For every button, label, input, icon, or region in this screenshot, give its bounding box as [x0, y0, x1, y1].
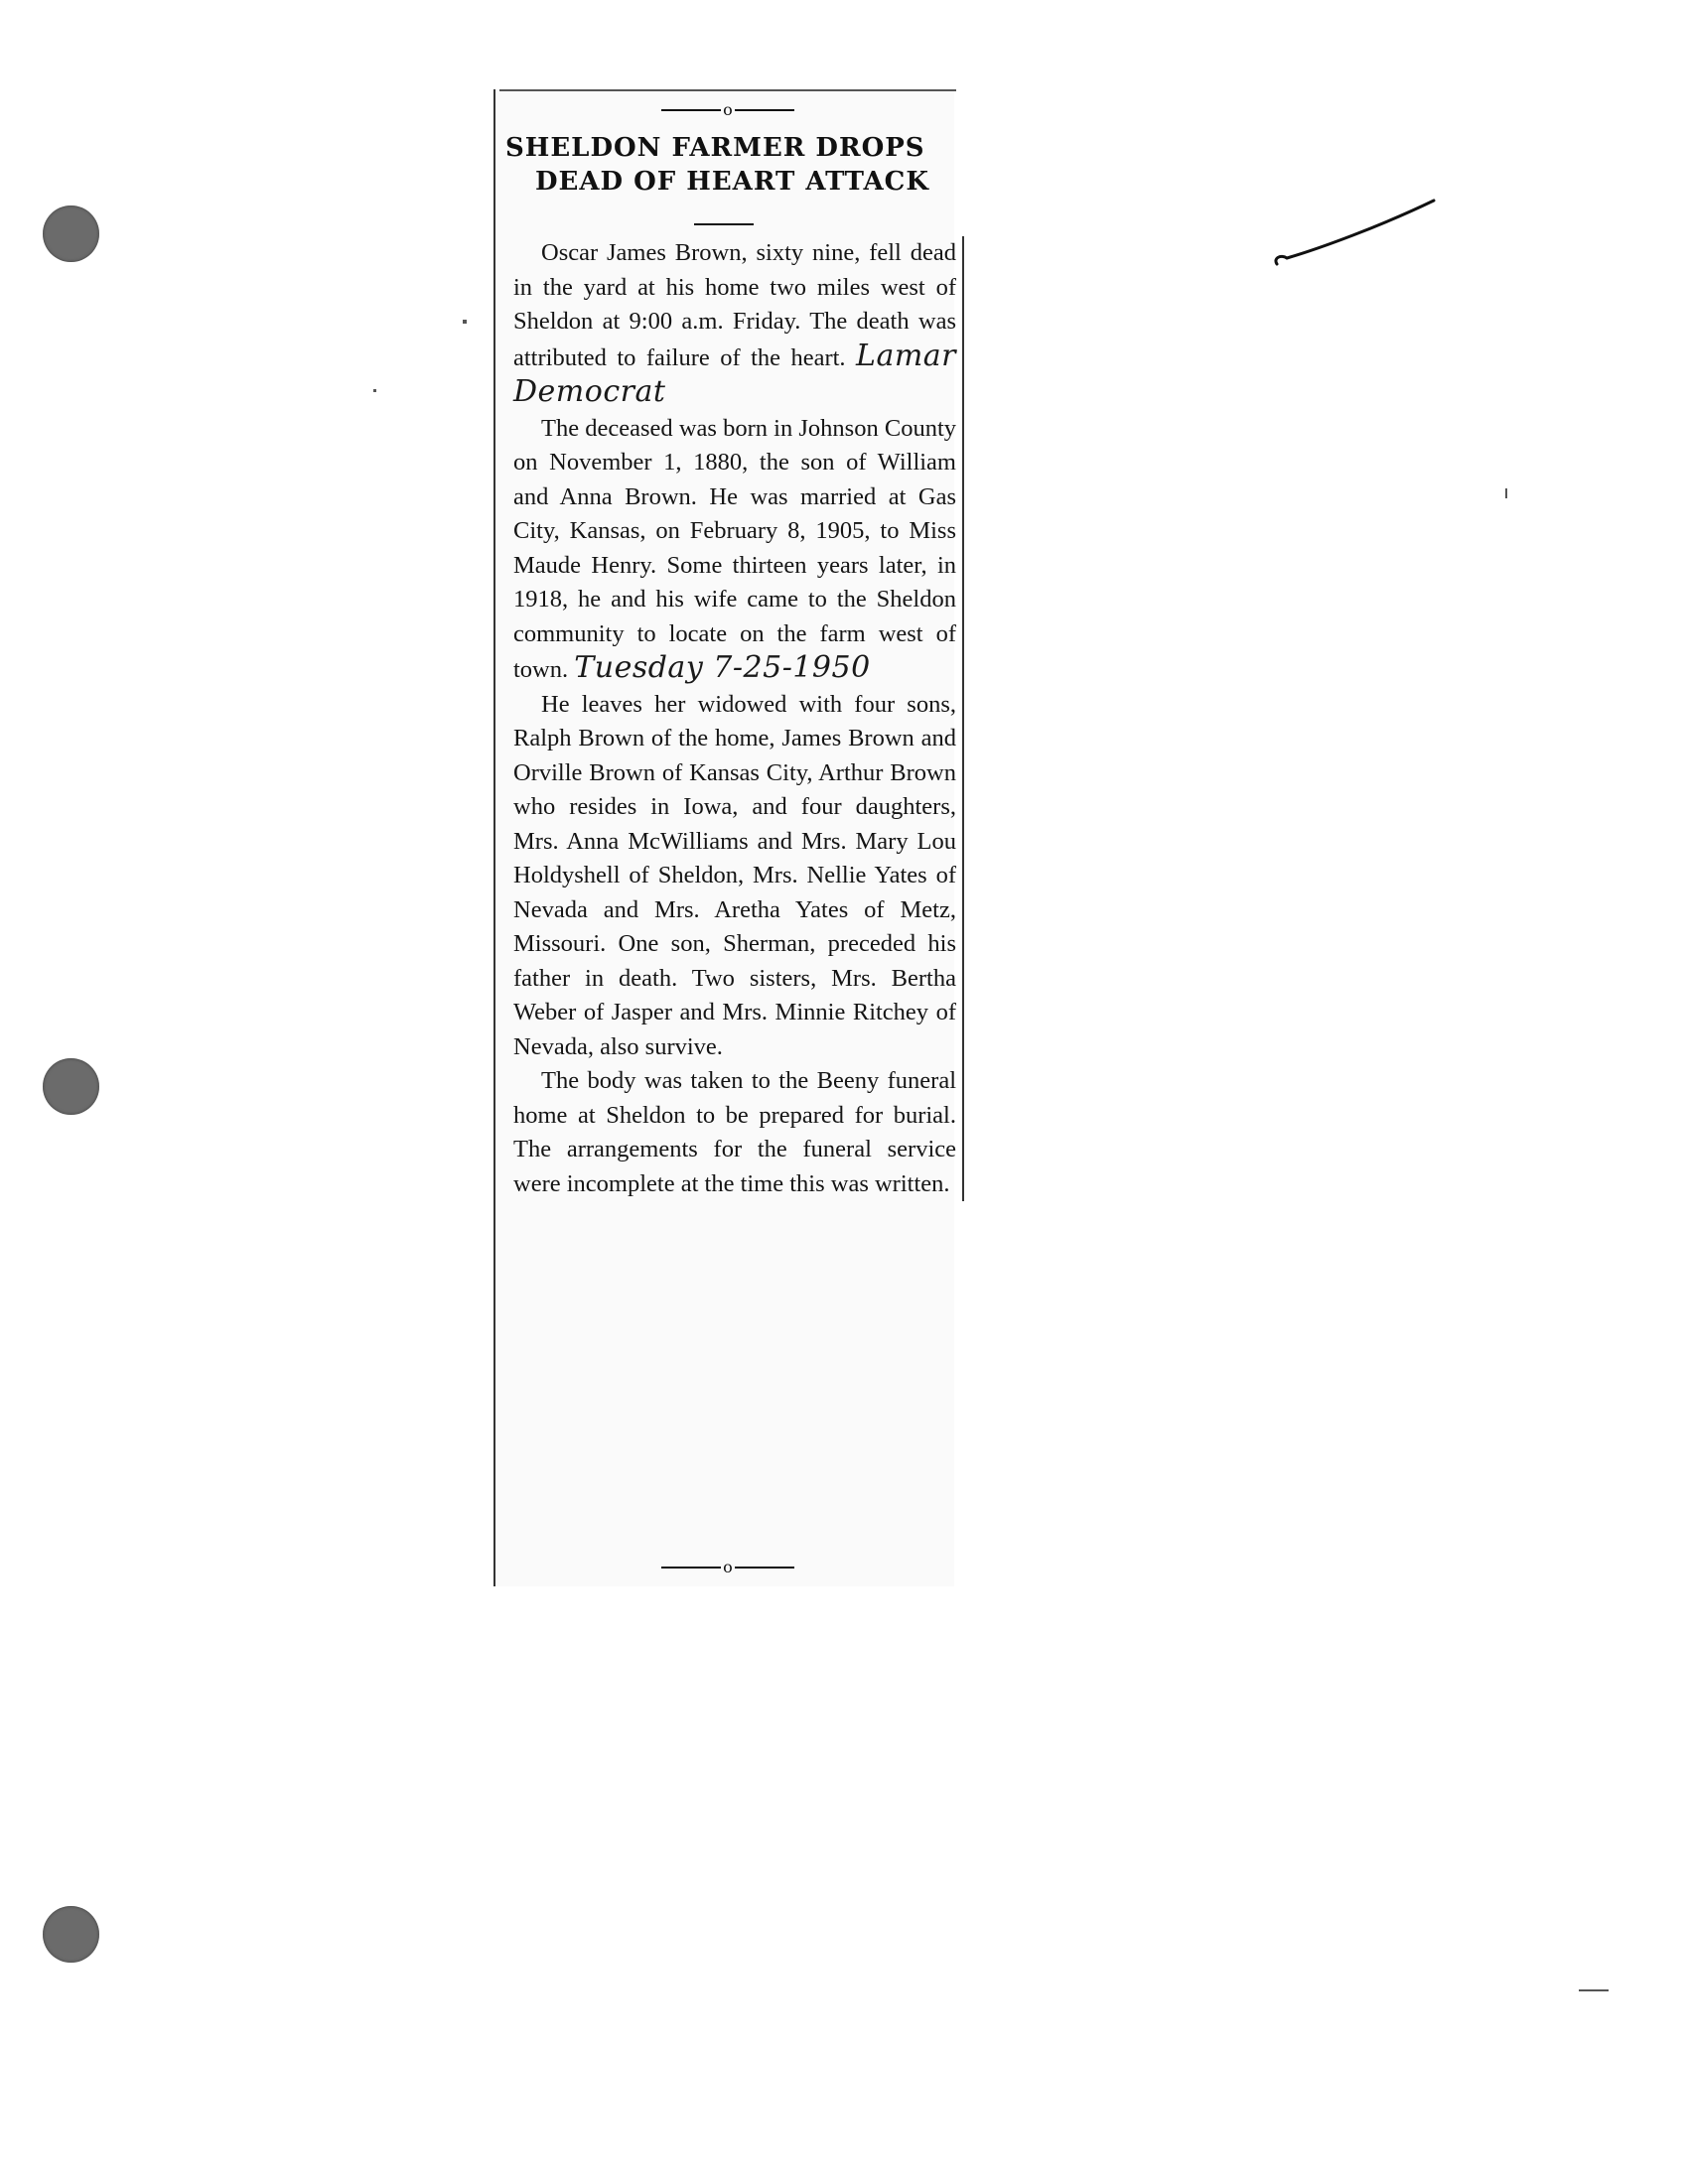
punch-hole-bottom [43, 1906, 99, 1963]
headline-line-2: DEAD OF HEART ATTACK [535, 167, 929, 197]
paragraph-3: He leaves her widowed with four sons, Ralph Brown of the home, James Brown and Orville Brown of Kansas City, Arthur Brown who resides in Iowa, and four daughters, Mrs. Anna McWilliams and Mrs. Mary Lou Holdyshell of Sheldon, Mrs. Nellie Yates of Nevada and Mrs. Aretha Yates of Metz, Missouri. One son, Sherman, preceded his father in death. Two sisters, Mrs. Bertha Weber of Jasper and Mrs. Minnie Ritchey of Nevada, also survive. [513, 690, 956, 1060]
punch-hole-middle [43, 1058, 99, 1115]
headline [499, 131, 956, 199]
clipping-top-rule [499, 89, 956, 91]
headline-line-1: SHELDON FARMER DROPS [505, 133, 925, 163]
handwritten-date: Tuesday 7-25-1950 [574, 650, 871, 685]
paragraph-1: Oscar James Brown, sixty nine, fell dead in the yard at his home two miles west of Sheldon at 9:00 a.m. Friday. The death was attributed to failure of the heart. Lamar Democrat [513, 239, 956, 409]
headline-rule [694, 223, 754, 225]
paragraph-4: The body was taken to the Beeny funeral home at Sheldon to be prepared for burial. The arrangements for the funeral service were incomplete at the time this was written. [513, 1067, 956, 1197]
scan-speck [1579, 1989, 1609, 1991]
handwritten-source: Lamar Democrat [513, 338, 956, 409]
scan-speck [1505, 488, 1507, 498]
bottom-divider: o [499, 1557, 956, 1576]
scan-speck [373, 389, 376, 392]
punch-hole-top [43, 205, 99, 262]
newspaper-clipping [493, 89, 954, 1586]
top-divider: o [499, 99, 956, 119]
checkmark-icon [1271, 197, 1440, 276]
paragraph-2: The deceased was born in Johnson County on November 1, 1880, the son of William and Anna Brown. He was married at Gas City, Kansas, on February 8, 1905, to Miss Maude Henry. Some thirteen years later, in 1918, he and his wife came to the Sheldon community to locate on the farm west of town. Tuesday 7-25-1950 [513, 414, 956, 685]
scan-speck [463, 320, 467, 324]
article-body [513, 236, 964, 1201]
